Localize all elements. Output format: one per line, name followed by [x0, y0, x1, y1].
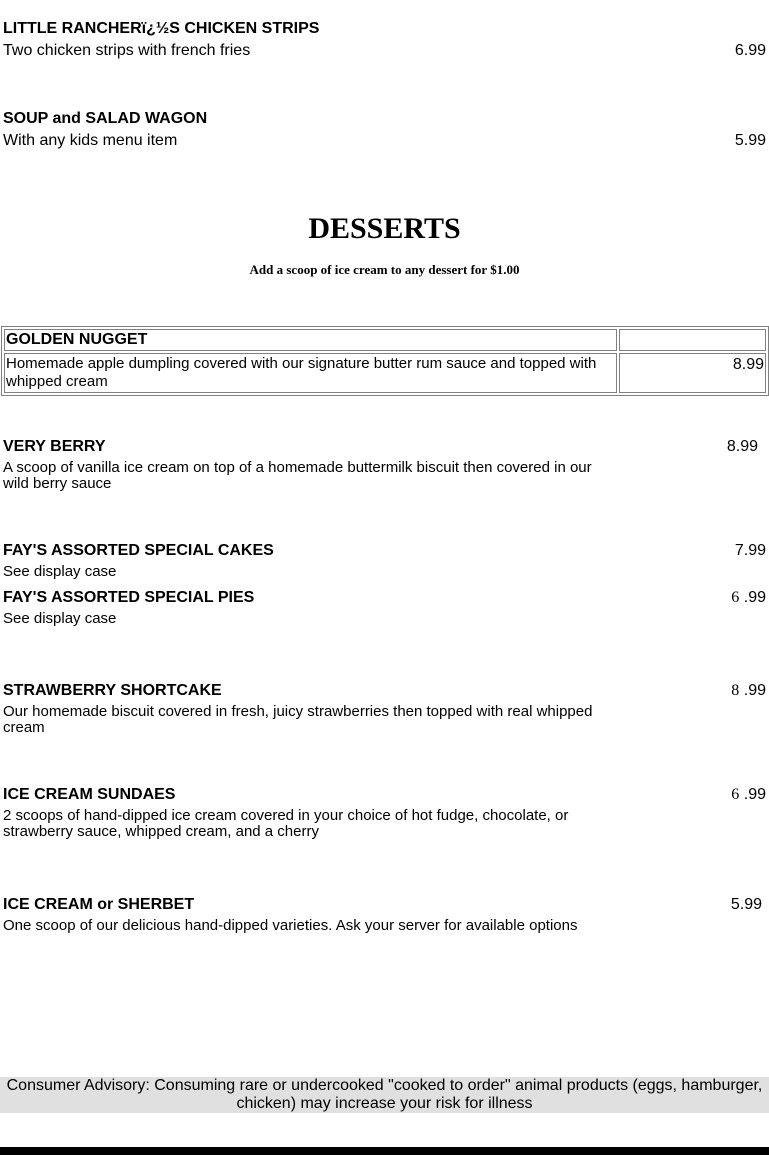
menu-item-price — [731, 681, 766, 701]
section-heading: DESSERTS — [308, 212, 461, 245]
menu-item-description: With any kids menu item — [3, 132, 178, 149]
menu-item-price: 5.99 — [730, 896, 762, 913]
menu-item-description: One scoop of our delicious hand-dipped varieties. Ask your server for available options — [3, 917, 578, 934]
menu-item-description: See display case — [3, 610, 117, 627]
featured-item-desc-cell — [4, 353, 617, 393]
menu-item-price — [731, 785, 766, 805]
menu-item-title: STRAWBERRY SHORTCAKE — [3, 682, 222, 699]
menu-item-description: Homemade apple dumpling covered with our signature butter rum sauce and topped with whipped cream — [6, 355, 597, 390]
menu-item-description: Our homemade biscuit covered in fresh, juicy strawberries then topped with real whipped cream — [3, 703, 593, 736]
price-cents: .99 — [743, 786, 766, 803]
menu-item-title: GOLDEN NUGGET — [6, 331, 148, 348]
section-subheading: Add a scoop of ice cream to any dessert for $1.00 — [249, 262, 520, 277]
menu-item-price: 5.99 — [734, 132, 766, 149]
menu-item-title: ICE CREAM SUNDAES — [3, 786, 176, 803]
price-whole: 6 — [731, 589, 740, 606]
menu-item-title: VERY BERRY — [3, 438, 106, 455]
menu-item-title: FAY'S ASSORTED SPECIAL CAKES — [3, 542, 274, 559]
menu-item-description: See display case — [3, 563, 117, 580]
menu-item-title: ICE CREAM or SHERBET — [3, 896, 195, 913]
menu-item-title: LITTLE RANCHERï¿½S CHICKEN STRIPS — [3, 20, 320, 37]
menu-item-title: FAY'S ASSORTED SPECIAL PIES — [3, 589, 255, 606]
menu-item-title: SOUP and SALAD WAGON — [3, 110, 208, 127]
featured-item-table — [1, 326, 769, 396]
featured-item-title-cell — [4, 329, 617, 351]
price-cents: .99 — [743, 589, 766, 606]
menu-item-description: 2 scoops of hand-dipped ice cream covered in your choice of hot fudge, chocolate, or strawberry sauce, whipped cream, and a cherry — [3, 807, 569, 840]
menu-item-price: 8.99 — [732, 356, 764, 373]
menu-item-description: A scoop of vanilla ice cream on top of a homemade buttermilk biscuit then covered in our wild berry sauce — [3, 459, 592, 492]
price-whole: 8 — [731, 682, 740, 699]
price-whole: 6 — [731, 786, 740, 803]
menu-item-price: 6.99 — [734, 42, 766, 59]
menu-item-price: 8.99 — [726, 438, 758, 455]
menu-item-price: 7.99 — [734, 542, 766, 559]
footer-bar — [0, 1147, 769, 1155]
featured-item-empty-cell — [619, 329, 766, 351]
menu-item-description: Two chicken strips with french fries — [3, 42, 251, 59]
menu-item-price — [731, 588, 766, 608]
featured-item-price-cell — [619, 353, 766, 393]
price-cents: .99 — [743, 682, 766, 699]
consumer-advisory: Consumer Advisory: Consuming rare or undercooked "cooked to order" animal products (eggs, hamburger, chicken) may increase your risk for illness — [0, 1077, 769, 1113]
